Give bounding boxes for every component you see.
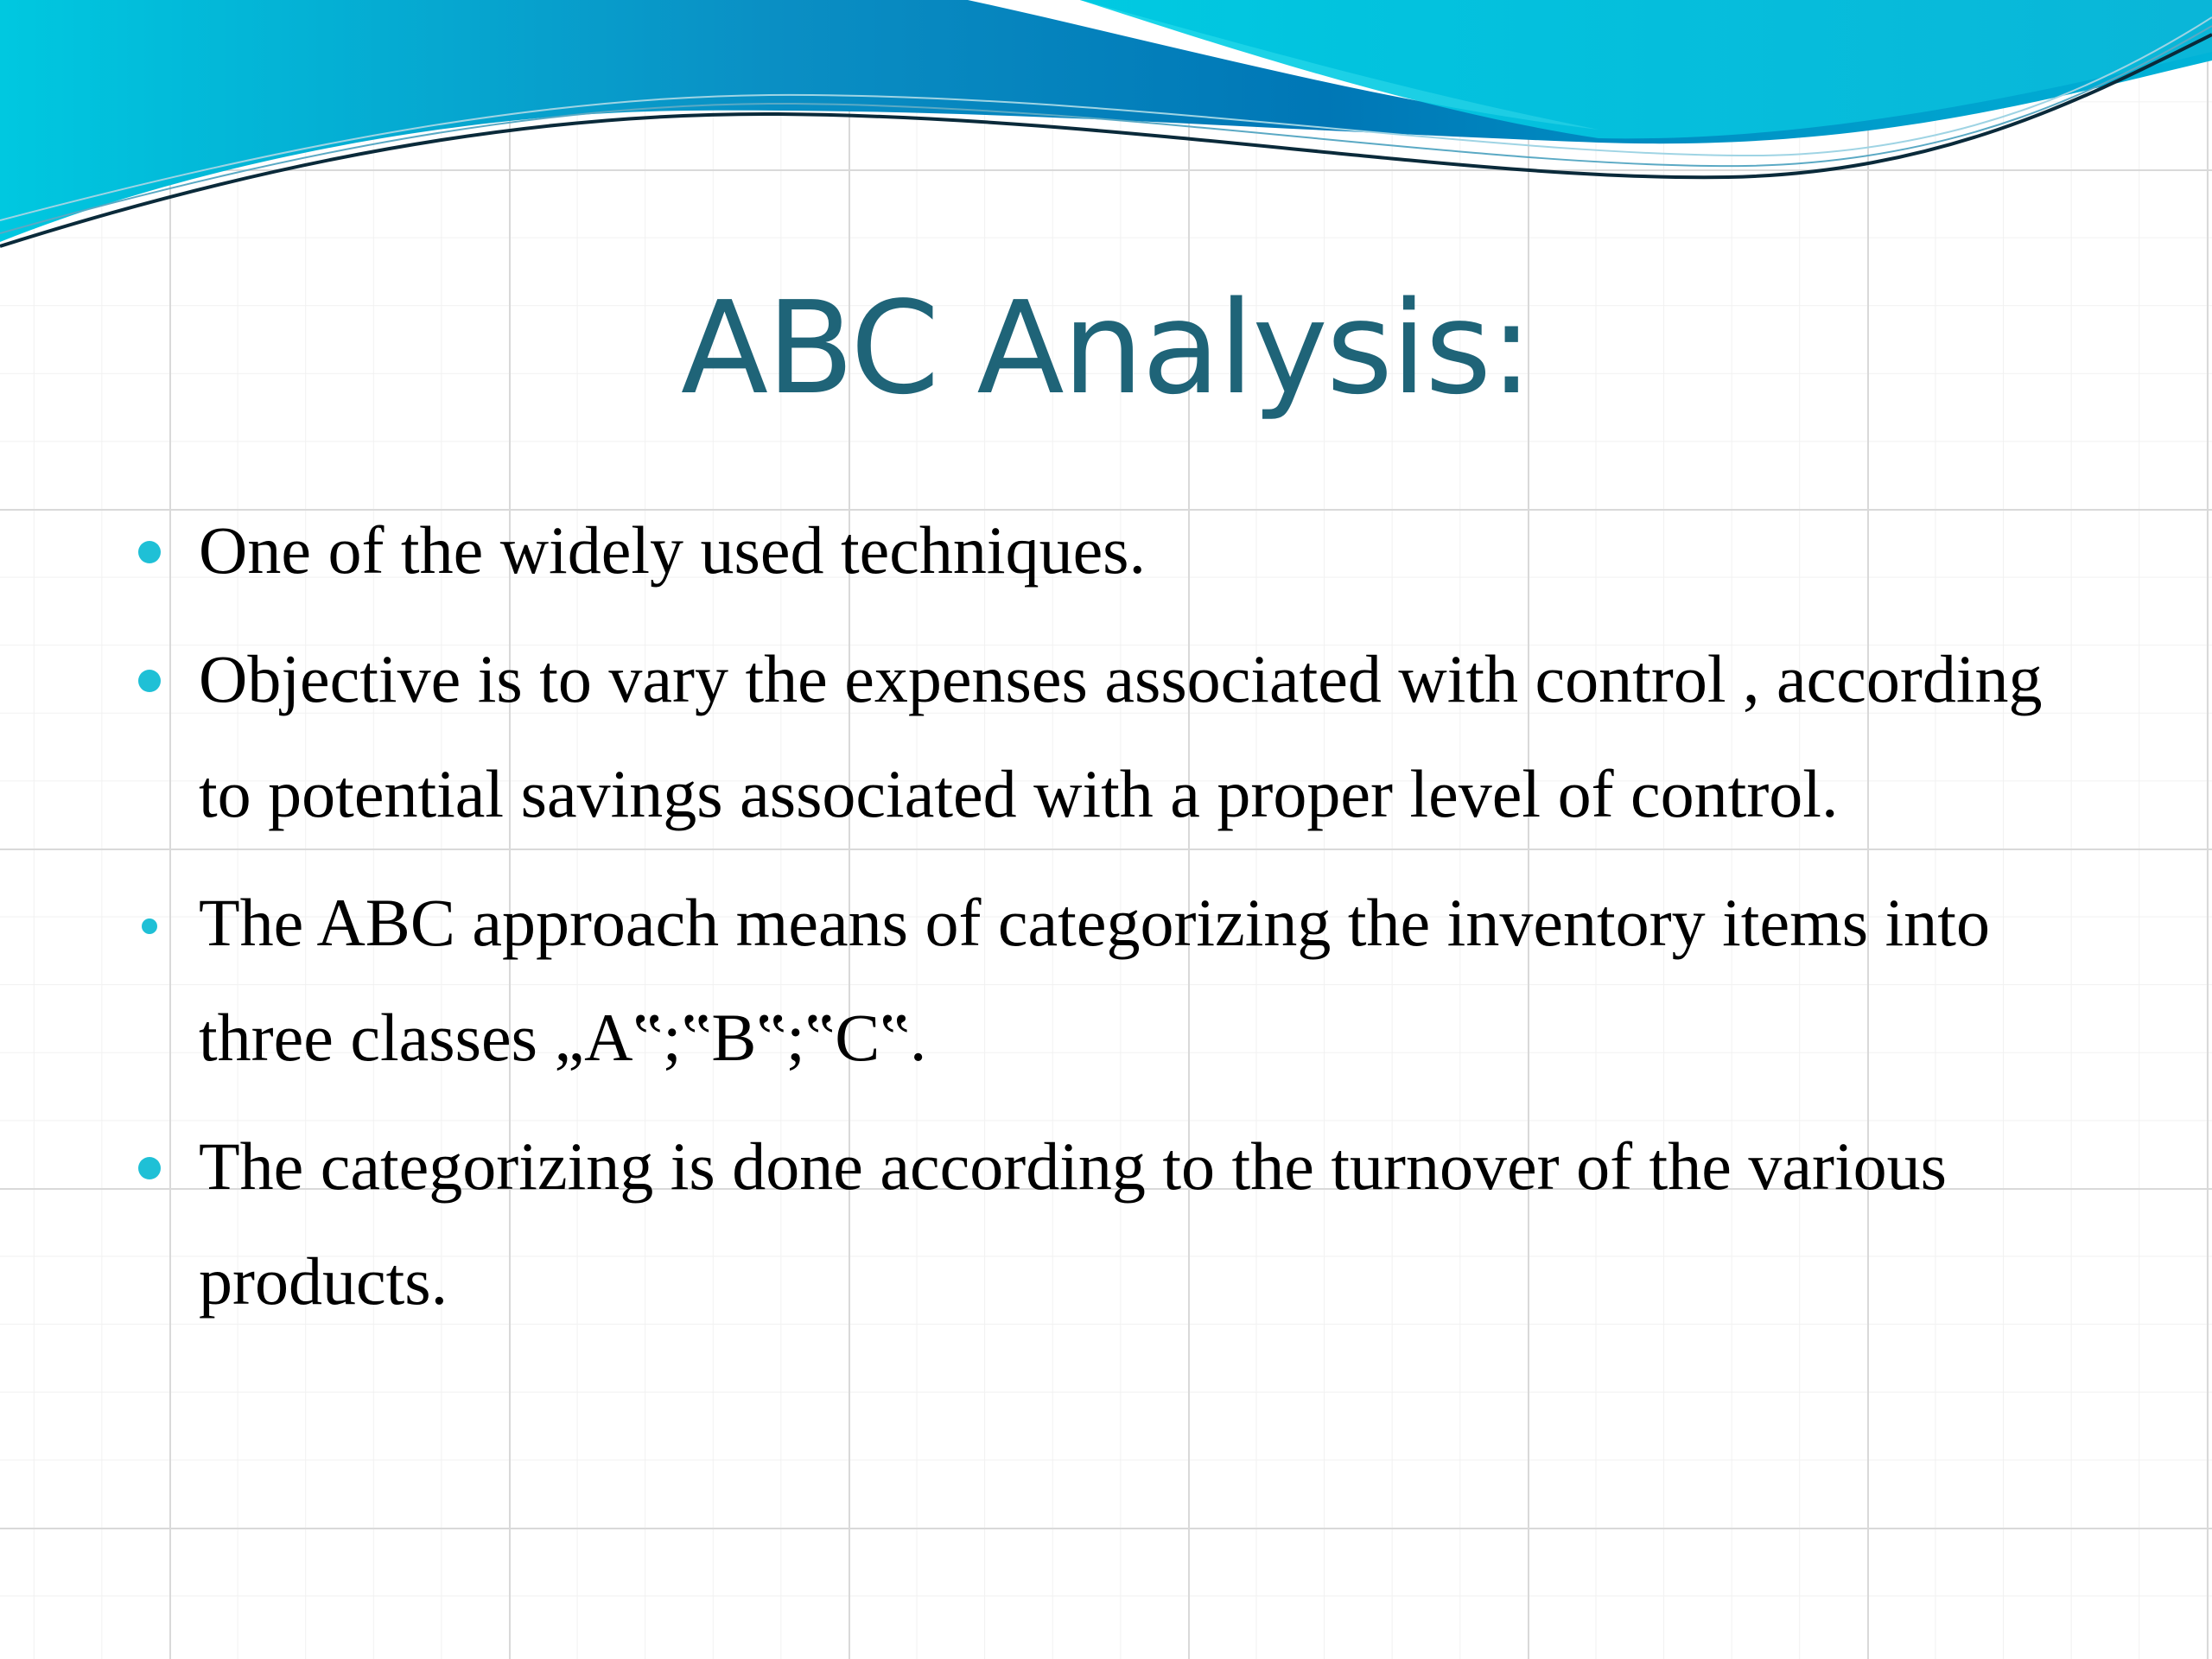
bullet-dot-icon — [142, 918, 157, 934]
bullet-item — [131, 621, 2084, 851]
bullet-text: The categorizing is done according to the turnover of the various products. — [199, 1128, 1947, 1319]
bullet-item — [131, 493, 2084, 607]
bullet-text: Objective is to vary the expenses associated with control , according to potential savings associated with a proper level of control. — [199, 641, 2043, 831]
slide-title: ABC Analysis: — [680, 274, 1532, 423]
bullet-dot-icon — [138, 1157, 161, 1179]
bullet-dot-icon — [138, 670, 161, 692]
bullet-item — [131, 1109, 2084, 1338]
bullet-text: One of the widely used techniques. — [199, 512, 1147, 588]
bullet-dot-icon — [138, 541, 161, 563]
bullet-text: The ABC approach means of categorizing the inventory items into three classes „A‟;‟B‟;‟C‟. — [199, 885, 1990, 1075]
header-wave-decoration — [0, 0, 2212, 259]
bullet-list — [131, 493, 2084, 1352]
bullet-item — [131, 865, 2084, 1095]
